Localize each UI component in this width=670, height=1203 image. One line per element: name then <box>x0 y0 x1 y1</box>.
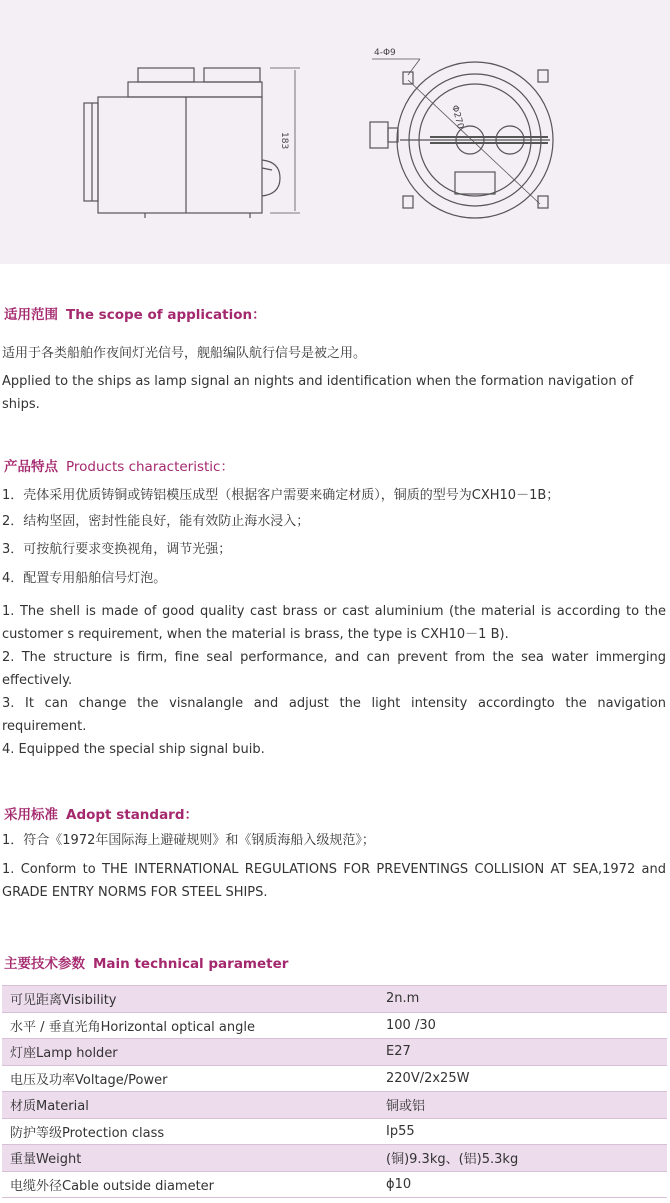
param-value: 100 /30 <box>356 1012 667 1039</box>
param-label: 电缆外径Cable outside diameter <box>2 1171 356 1198</box>
table-row <box>2 1092 667 1119</box>
feature-zh-1: 1．壳体采用优质铸铜或铸铝模压成型（根据客户需要来确定材质），铜质的型号为CXH10－1B； <box>2 488 560 503</box>
param-label: 可见距离Visibility <box>2 986 356 1013</box>
scope-text-zh: 适用于各类船舶作夜间灯光信号，舰船编队航行信号是被之用。 <box>2 346 367 361</box>
front-view <box>370 59 553 218</box>
param-label: 材质Material <box>2 1092 356 1119</box>
table-row <box>2 1012 667 1039</box>
feature-en-4: 4. Equipped the special ship signal buib. <box>2 742 265 757</box>
param-label: 防护等级Protection class <box>2 1118 356 1145</box>
param-value: 2n.m <box>356 986 667 1013</box>
scope-title-en: The scope of application： <box>66 307 266 323</box>
feature-en-2: 2. The structure is firm, fine seal performance, and can prevent from the sea water immerging effectively. <box>2 650 666 688</box>
scope-title <box>4 303 266 323</box>
param-value: E27 <box>356 1039 667 1066</box>
params-title-zh: 主要技术参数 <box>4 956 85 972</box>
param-value: Ip55 <box>356 1118 667 1145</box>
table-row <box>2 1145 667 1172</box>
param-label: 电压及功率Voltage/Power <box>2 1065 356 1092</box>
param-value: ϕ10 <box>356 1171 667 1198</box>
param-value: (铜)9.3kg、(铝)5.3kg <box>356 1145 667 1172</box>
scope-title-zh: 适用范围 <box>4 307 58 323</box>
table-row <box>2 1039 667 1066</box>
feature-en-1: 1. The shell is made of good quality cast brass or cast aluminium (the material is according to the customer s requirement, when the material is brass, the type is CXH10－1 B). <box>2 604 666 642</box>
table-row <box>2 1065 667 1092</box>
feature-en-3: 3. It can change the visnalangle and adjust the light intensity accordingto the navigation requirement. <box>2 696 666 734</box>
features-title <box>4 455 234 475</box>
params-title-en: Main technical parameter <box>93 956 289 972</box>
table-row <box>2 1118 667 1145</box>
param-value: 220V/2x25W <box>356 1065 667 1092</box>
standard-title <box>4 803 198 823</box>
table-row <box>2 986 667 1013</box>
feature-zh-2: 2．结构坚固，密封性能良好，能有效防止海水浸入； <box>2 514 310 529</box>
dim-hole-label: 4-Φ9 <box>374 48 396 58</box>
standard-title-zh: 采用标准 <box>4 807 58 823</box>
feature-zh-4: 4．配置专用船舶信号灯泡。 <box>2 571 167 586</box>
param-label: 灯座Lamp holder <box>2 1039 356 1066</box>
params-title <box>4 952 288 972</box>
table-row <box>2 1171 667 1198</box>
scope-text-en: Applied to the ships as lamp signal an nights and identification when the formation navigation of ships. <box>2 374 634 412</box>
param-value: 铜或铝 <box>356 1092 667 1119</box>
technical-drawing-svg <box>0 0 670 264</box>
params-table <box>2 985 667 1198</box>
param-label: 水平 / 垂直光角Horizontal optical angle <box>2 1012 356 1039</box>
features-title-zh: 产品特点 <box>4 459 58 475</box>
param-label: 重量Weight <box>2 1145 356 1172</box>
side-view <box>84 68 300 218</box>
technical-drawing <box>0 0 670 264</box>
dim-diameter-label: Φ270 <box>449 104 466 131</box>
features-title-en: Products characteristic： <box>66 459 234 475</box>
standard-text-zh: 1．符合《1972年国际海上避碰规则》和《钢质海船入级规范》； <box>2 833 375 848</box>
dim-height-label: 183 <box>279 132 289 150</box>
standard-title-en: Adopt standard： <box>66 807 199 823</box>
standard-text-en: 1. Conform to THE INTERNATIONAL REGULATIONS FOR PREVENTINGS COLLISION AT SEA,1972 and GRADE ENTRY NORMS FOR STEEL SHIPS. <box>2 862 666 900</box>
feature-zh-3: 3．可按航行要求变换视角，调节光强； <box>2 542 232 557</box>
